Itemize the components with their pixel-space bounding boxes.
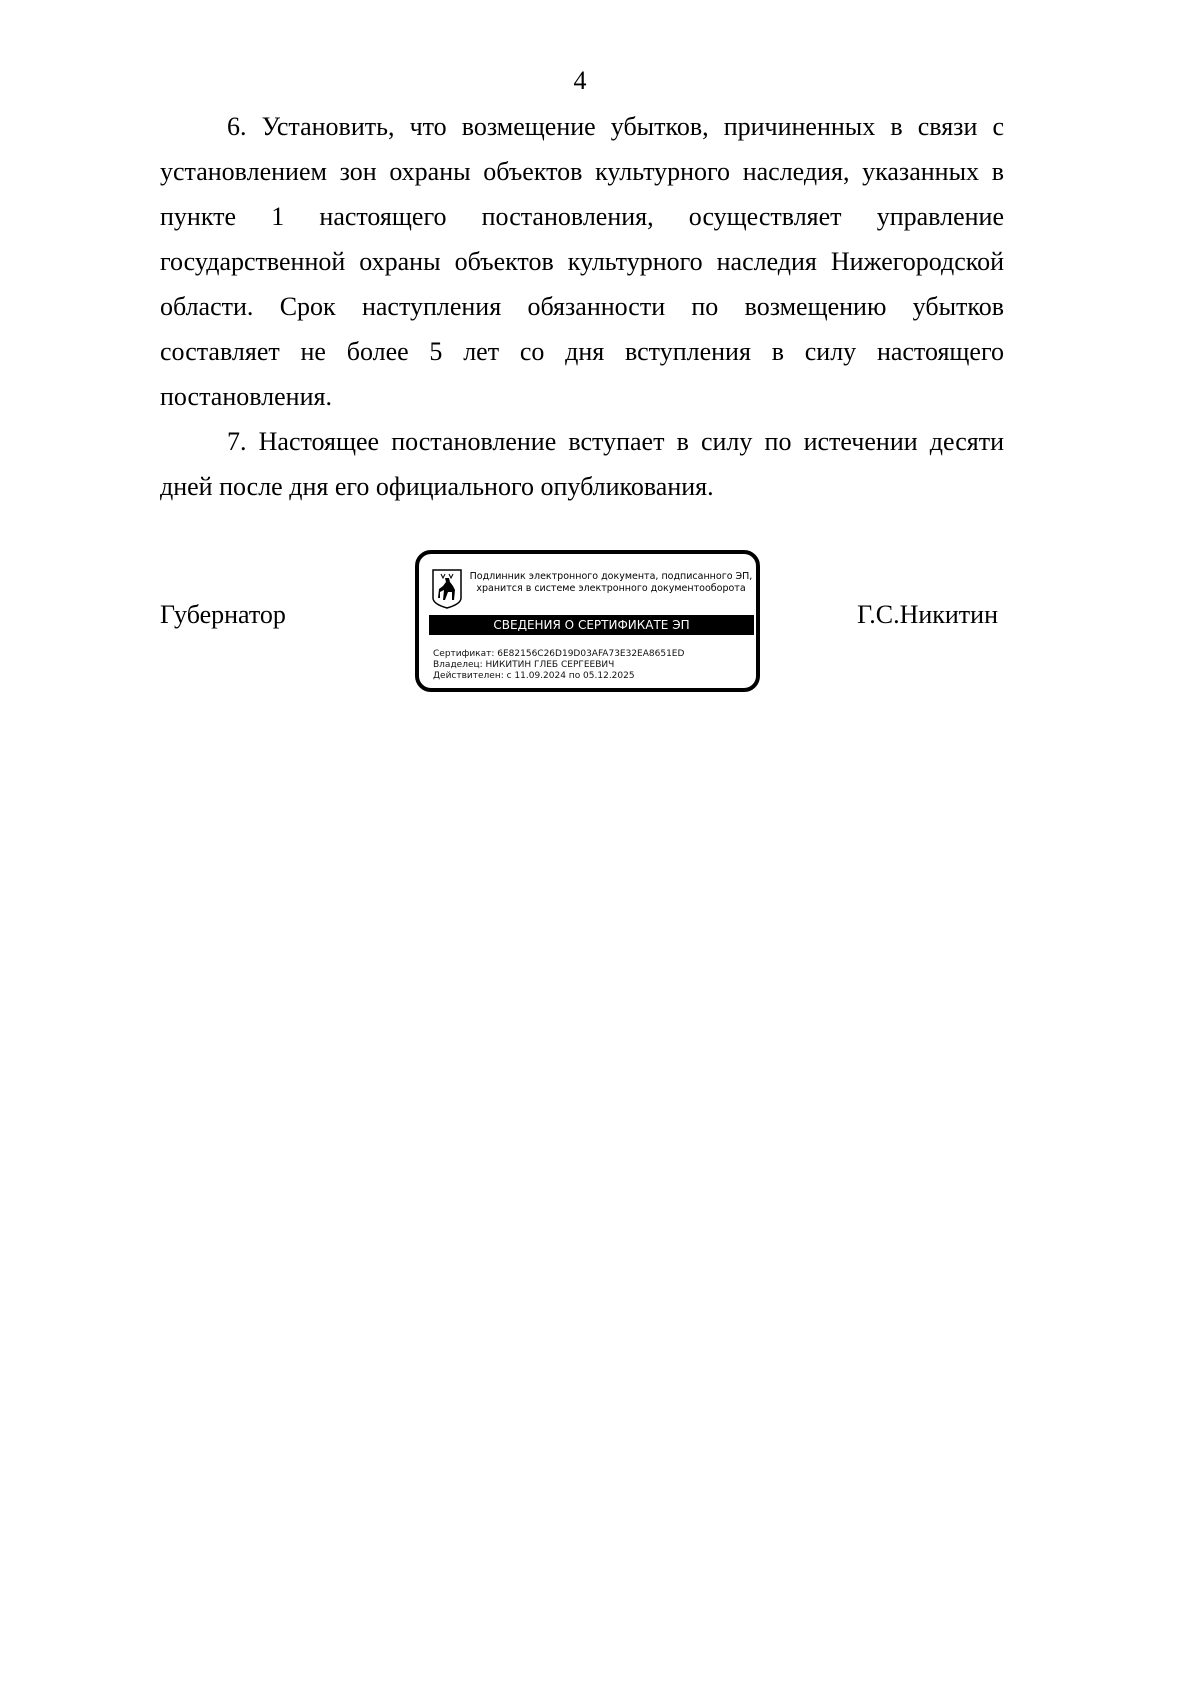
signatory-title: Губернатор: [160, 600, 286, 629]
paragraph-6: 6. Установить, что возмещение убытков, причиненных в связи с установлением зон охраны объектов культурного наследия, указанных в пункте 1 настоящего постановления, осуществляет управление государственной охраны объектов культурного наследия Нижегородской области. Срок наступления обязанности по возмещению убытков составляет не более 5 лет со дня вступления в силу настоящего постановления.: [160, 112, 1004, 411]
stamp-certificate-details: [433, 649, 753, 682]
signature-block: [160, 550, 1004, 700]
page-number: 4: [573, 66, 587, 95]
certificate-validity: Действителен: с 11.09.2024 по 05.12.2025: [433, 671, 635, 681]
certificate-owner: Владелец: НИКИТИН ГЛЕБ СЕРГЕЕВИЧ: [433, 660, 615, 670]
deer-coat-of-arms-icon: [431, 568, 463, 610]
electronic-signature-stamp: [415, 550, 760, 692]
document-body: [160, 104, 1004, 509]
stamp-header: [465, 571, 757, 595]
certificate-number: Сертификат: 6E82156C26D19D03AFA73E32EA8651ED: [433, 649, 685, 659]
stamp-header-line-1: Подлинник электронного документа, подписанного ЭП,: [469, 571, 753, 582]
stamp-header-line-2: хранится в системе электронного документооборота: [476, 583, 746, 594]
stamp-certificate-title: СВЕДЕНИЯ О СЕРТИФИКАТЕ ЭП: [429, 615, 754, 635]
signatory-name: Г.С.Никитин: [857, 600, 998, 629]
paragraph-7: 7. Настоящее постановление вступает в силу по истечении десяти дней после дня его официального опубликования.: [160, 427, 1004, 501]
